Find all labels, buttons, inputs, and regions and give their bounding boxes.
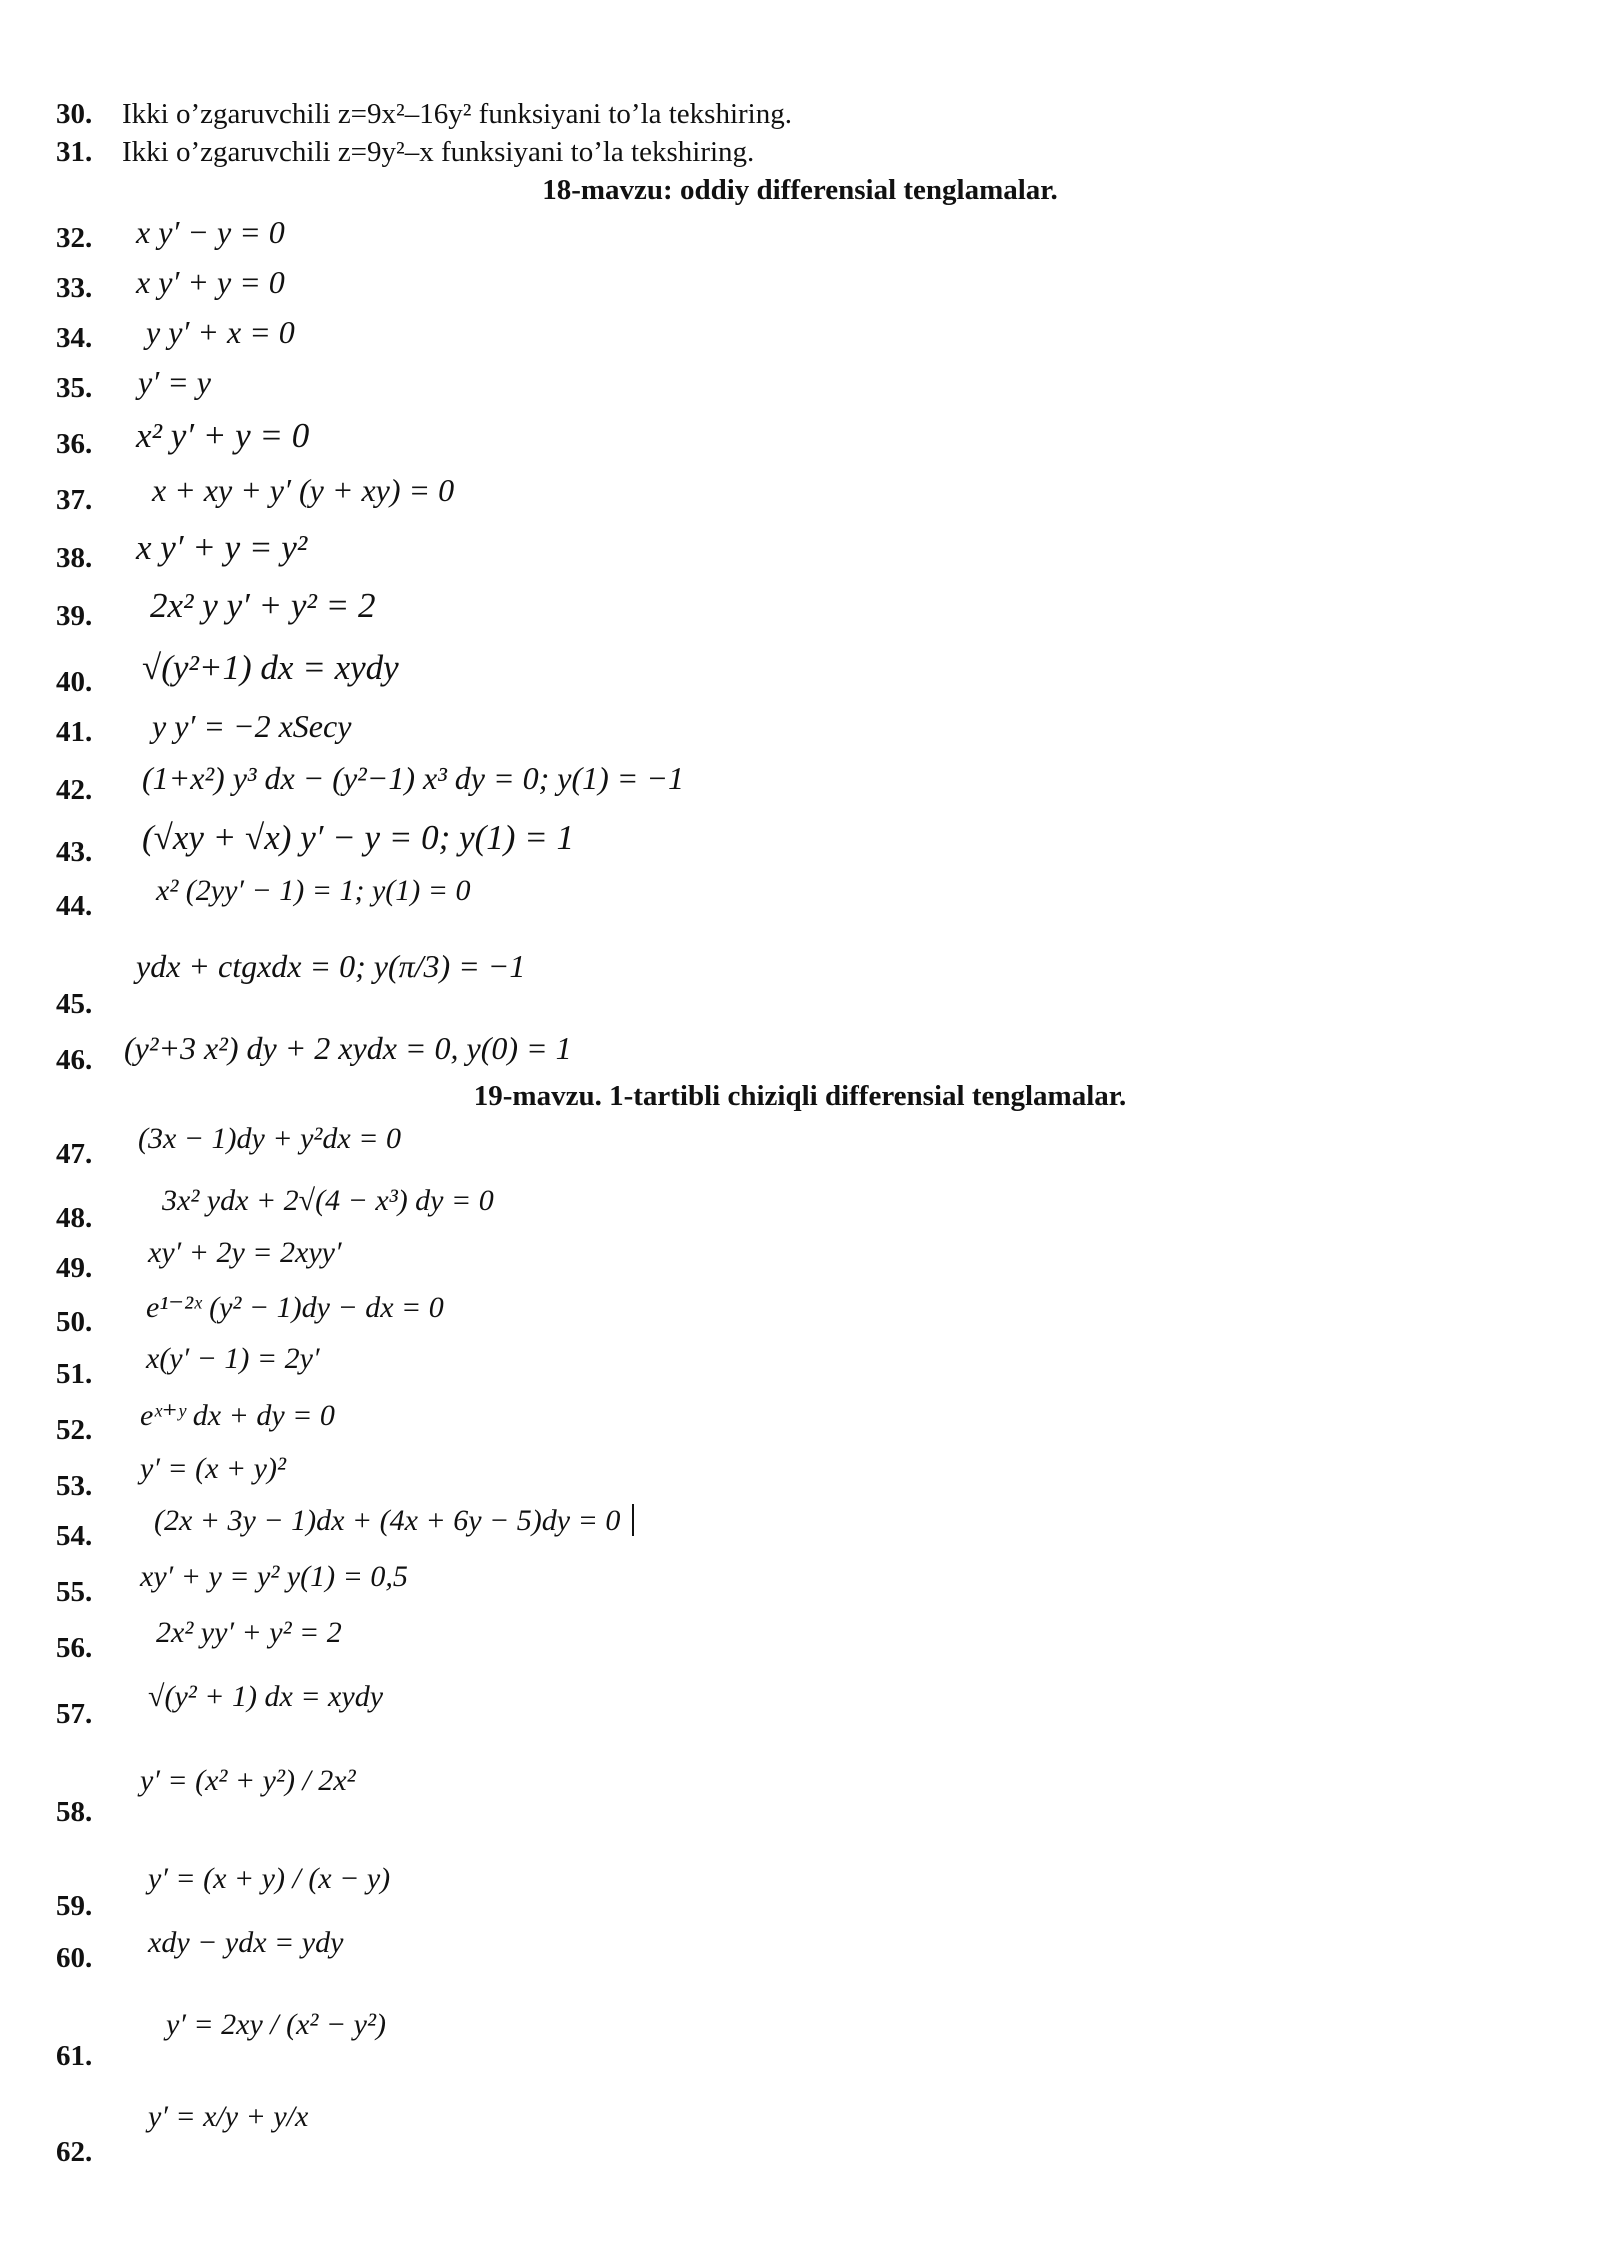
- item-number: 34.: [56, 322, 93, 354]
- equation-56: 2x² yy′ + y² = 2: [156, 1616, 342, 1649]
- equation-42: (1+x²) y³ dx − (y²−1) x³ dy = 0; y(1) = −1: [142, 760, 684, 796]
- equation-46: (y²+3 x²) dy + 2 xydx = 0, y(0) = 1: [124, 1030, 572, 1066]
- item-number: 53.: [56, 1470, 93, 1502]
- equation-51: x(y′ − 1) = 2y′: [146, 1342, 320, 1375]
- item-number: 59.: [56, 1890, 93, 1922]
- equation-52: eˣ⁺ʸ dx + dy = 0: [140, 1399, 335, 1432]
- item-number: 52.: [56, 1414, 93, 1446]
- equation-54: (2x + 3y − 1)dx + (4x + 6y − 5)dy = 0: [154, 1504, 634, 1538]
- item-number: 55.: [56, 1576, 93, 1608]
- item-number: 33.: [56, 272, 93, 304]
- item-number: 39.: [56, 600, 93, 632]
- equation-45: ydx + ctgxdx = 0; y(π/3) = −1: [136, 948, 526, 984]
- item-number: 38.: [56, 542, 93, 574]
- item-number: 58.: [56, 1796, 93, 1828]
- equation-57: √(y² + 1) dx = xydy: [148, 1680, 384, 1713]
- item-number: 61.: [56, 2040, 93, 2072]
- item-number: 37.: [56, 484, 93, 516]
- section-heading-19: 19-mavzu. 1-tartibli chiziqli differensial tenglamalar.: [473, 1080, 1127, 1112]
- equation-50: e¹⁻²ˣ (y² − 1)dy − dx = 0: [146, 1291, 444, 1324]
- equation-48: 3x² ydx + 2√(4 − x³) dy = 0: [162, 1184, 494, 1217]
- equation-34: y y′ + x = 0: [146, 314, 295, 350]
- item-number: 54.: [56, 1520, 93, 1552]
- item-number: 36.: [56, 428, 93, 460]
- item-number: 30.: [56, 98, 93, 130]
- equation-37: x + xy + y′ (y + xy) = 0: [152, 472, 455, 508]
- item-number: 57.: [56, 1698, 93, 1730]
- equation-40: √(y²+1) dx = xydy: [142, 648, 399, 687]
- item-number: 43.: [56, 836, 93, 868]
- item-number: 35.: [56, 372, 93, 404]
- item-number: 62.: [56, 2136, 93, 2168]
- equation-35: y′ = y: [138, 364, 211, 400]
- item-number: 48.: [56, 1202, 93, 1234]
- equation-41: y y′ = −2 xSecy: [152, 708, 352, 744]
- equation-47: (3x − 1)dy + y²dx = 0: [138, 1122, 401, 1155]
- equation-38: x y′ + y = y²: [136, 528, 308, 567]
- item-number: 51.: [56, 1358, 93, 1390]
- equation-62: y′ = x/y + y/x: [148, 2100, 309, 2133]
- equation-60: xdy − ydx = ydy: [148, 1926, 344, 1959]
- text-cursor: [632, 1504, 634, 1536]
- equation-44: x² (2yy′ − 1) = 1; y(1) = 0: [156, 874, 471, 907]
- item-number: 42.: [56, 774, 93, 806]
- equation-39: 2x² y y′ + y² = 2: [150, 586, 376, 625]
- equation-33: x y′ + y = 0: [136, 264, 285, 300]
- item-31-text: Ikki o’zgaruvchili z=9y²–x funksiyani to’la tekshiring.: [122, 136, 755, 168]
- item-number: 50.: [56, 1306, 93, 1338]
- equation-36: x² y′ + y = 0: [136, 416, 310, 455]
- equation-55: xy′ + y = y² y(1) = 0,5: [140, 1560, 408, 1593]
- equation-43: (√xy + √x) y′ − y = 0; y(1) = 1: [142, 818, 575, 857]
- item-number: 46.: [56, 1044, 93, 1076]
- item-number: 31.: [56, 136, 93, 168]
- equation-32: x y′ − y = 0: [136, 214, 285, 250]
- item-number: 47.: [56, 1138, 93, 1170]
- item-number: 56.: [56, 1632, 93, 1664]
- item-number: 49.: [56, 1252, 93, 1284]
- item-number: 44.: [56, 890, 93, 922]
- item-30-text: Ikki o’zgaruvchili z=9x²–16y² funksiyani to’la tekshiring.: [122, 98, 792, 130]
- equation-58: y′ = (x² + y²) / 2x²: [140, 1764, 356, 1797]
- equation-53: y′ = (x + y)²: [140, 1452, 286, 1485]
- section-heading-18: 18-mavzu: oddiy differensial tenglamalar.: [542, 174, 1058, 206]
- item-number: 45.: [56, 988, 93, 1020]
- equation-59: y′ = (x + y) / (x − y): [148, 1862, 391, 1895]
- item-number: 40.: [56, 666, 93, 698]
- item-number: 60.: [56, 1942, 93, 1974]
- equation-61: y′ = 2xy / (x² − y²): [166, 2008, 386, 2041]
- item-number: 32.: [56, 222, 93, 254]
- equation-49: xy′ + 2y = 2xyy′: [148, 1236, 342, 1269]
- item-number: 41.: [56, 716, 93, 748]
